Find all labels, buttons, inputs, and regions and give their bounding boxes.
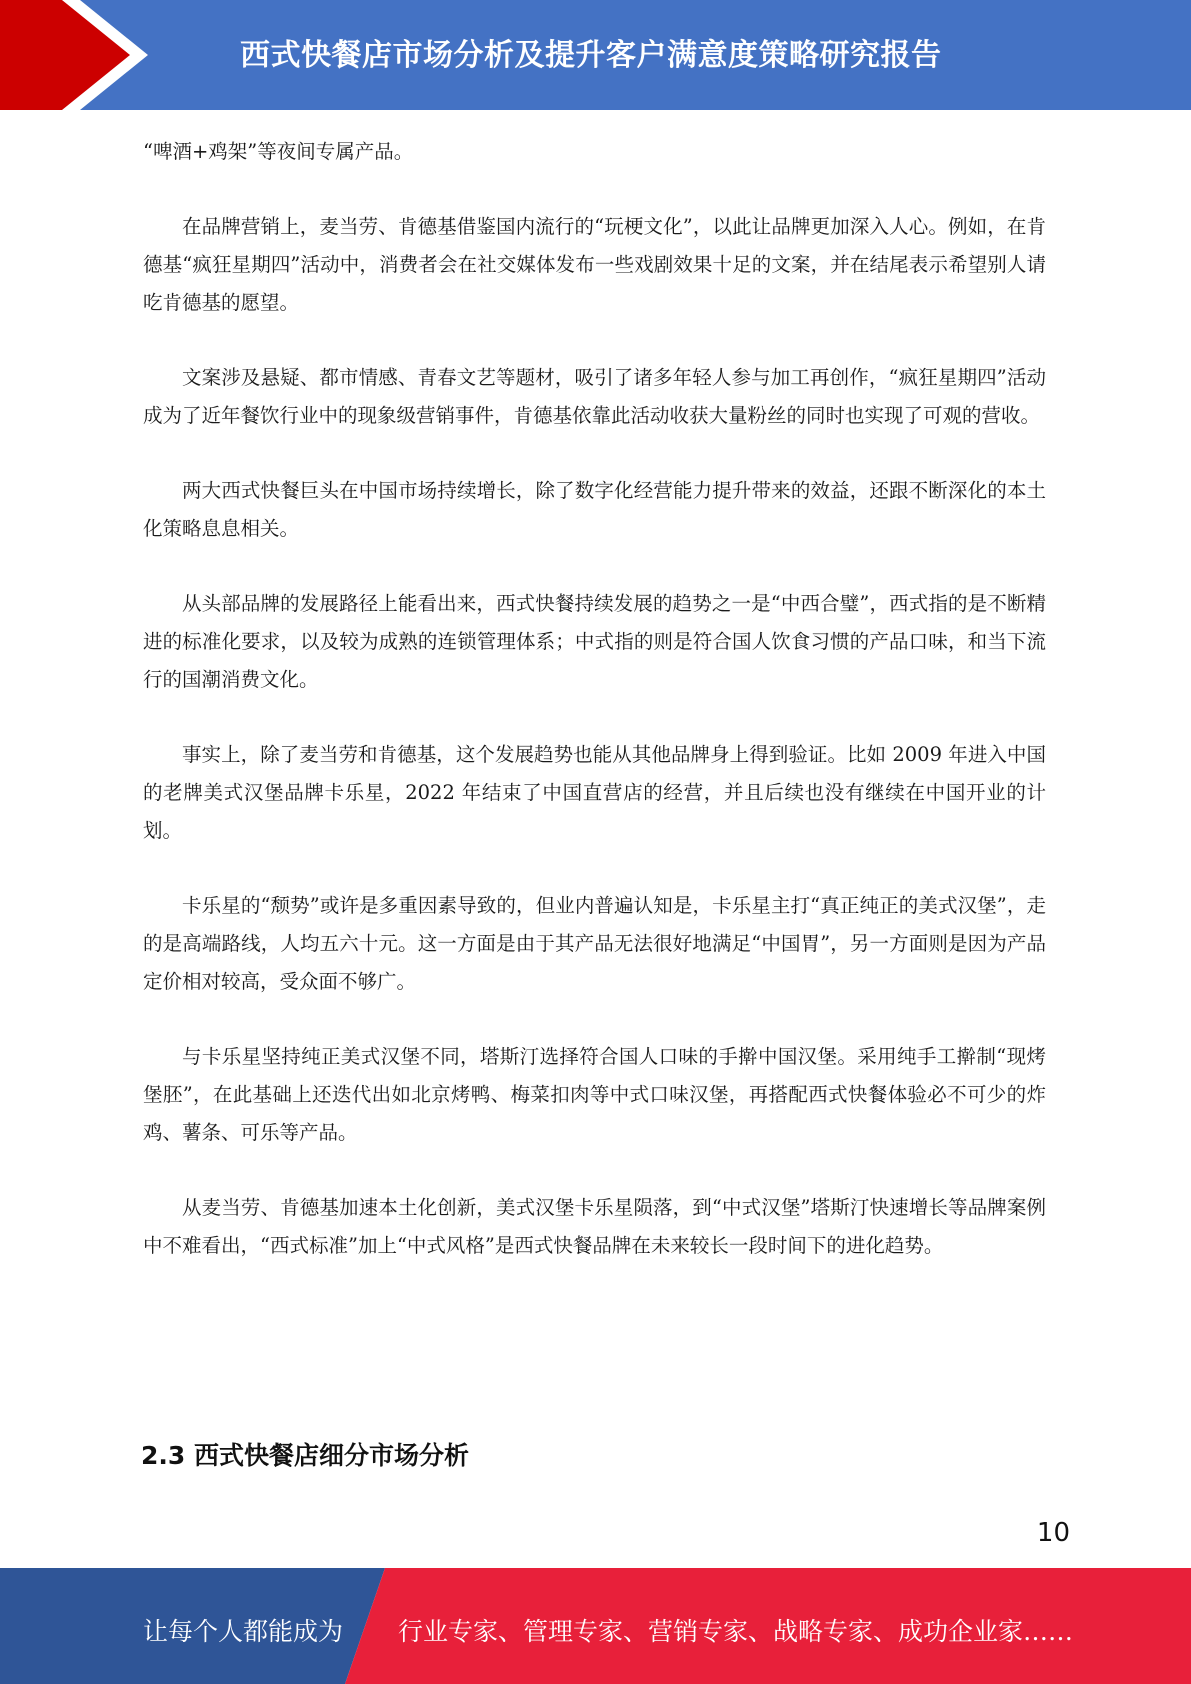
footer-slogan-left: 让每个人都能成为 <box>143 1617 344 1646</box>
header-title: 西式快餐店市场分析及提升客户满意度策略研究报告 <box>240 38 942 73</box>
page-footer <box>0 1568 1191 1684</box>
page-header <box>0 0 1191 110</box>
body-content <box>143 133 1046 1302</box>
paragraph: “啤酒+鸡架”等夜间专属产品。 <box>143 140 414 163</box>
paragraph: 从麦当劳、肯德基加速本土化创新，美式汉堡卡乐星陨落，到“中式汉堡”塔斯汀快速增长等品牌案例中不难看出，“西式标准”加上“中式风格”是西式快餐品牌在未来较长一段时间下的进化趋势。 <box>143 1196 1046 1257</box>
paragraph: 事实上，除了麦当劳和肯德基，这个发展趋势也能从其他品牌身上得到验证。比如 2009 年进入中国的老牌美式汉堡品牌卡乐星，2022 年结束了中国直营店的经营，并且后续也没有继续在中国开业的计划。 <box>143 743 1046 842</box>
paragraph: 从头部品牌的发展路径上能看出来，西式快餐持续发展的趋势之一是“中西合璧”，西式指的是不断精进的标准化要求，以及较为成熟的连锁管理体系；中式指的则是符合国人饮食习惯的产品口味，和当下流行的国潮消费文化。 <box>143 592 1046 691</box>
paragraph: 两大西式快餐巨头在中国市场持续增长，除了数字化经营能力提升带来的效益，还跟不断深化的本土化策略息息相关。 <box>143 479 1046 540</box>
section-heading: 2.3 西式快餐店细分市场分析 <box>141 1441 469 1470</box>
paragraph: 在品牌营销上，麦当劳、肯德基借鉴国内流行的“玩梗文化”，以此让品牌更加深入人心。例如，在肯德基“疯狂星期四”活动中，消费者会在社交媒体发布一些戏剧效果十足的文案，并在结尾表示希望别人请吃肯德基的愿望。 <box>143 215 1046 314</box>
footer-slogan-right: 行业专家、管理专家、营销专家、战略专家、成功企业家…… <box>398 1617 1074 1646</box>
page-number: 10 <box>1036 1518 1070 1548</box>
paragraph: 卡乐星的“颓势”或许是多重因素导致的，但业内普遍认知是，卡乐星主打“真正纯正的美式汉堡”，走的是高端路线，人均五六十元。这一方面是由于其产品无法很好地满足“中国胃”，另一方面则是因为产品定价相对较高，受众面不够广。 <box>143 894 1046 993</box>
paragraph: 与卡乐星坚持纯正美式汉堡不同，塔斯汀选择符合国人口味的手擀中国汉堡。采用纯手工擀制“现烤堡胚”，在此基础上还迭代出如北京烤鸭、梅菜扣肉等中式口味汉堡，再搭配西式快餐体验必不可少的炸鸡、薯条、可乐等产品。 <box>143 1045 1046 1144</box>
header-red-chevron <box>0 0 148 110</box>
paragraph: 文案涉及悬疑、都市情感、青春文艺等题材，吸引了诸多年轻人参与加工再创作，“疯狂星期四”活动成为了近年餐饮行业中的现象级营销事件，肯德基依靠此活动收获大量粉丝的同时也实现了可观的营收。 <box>143 366 1046 427</box>
